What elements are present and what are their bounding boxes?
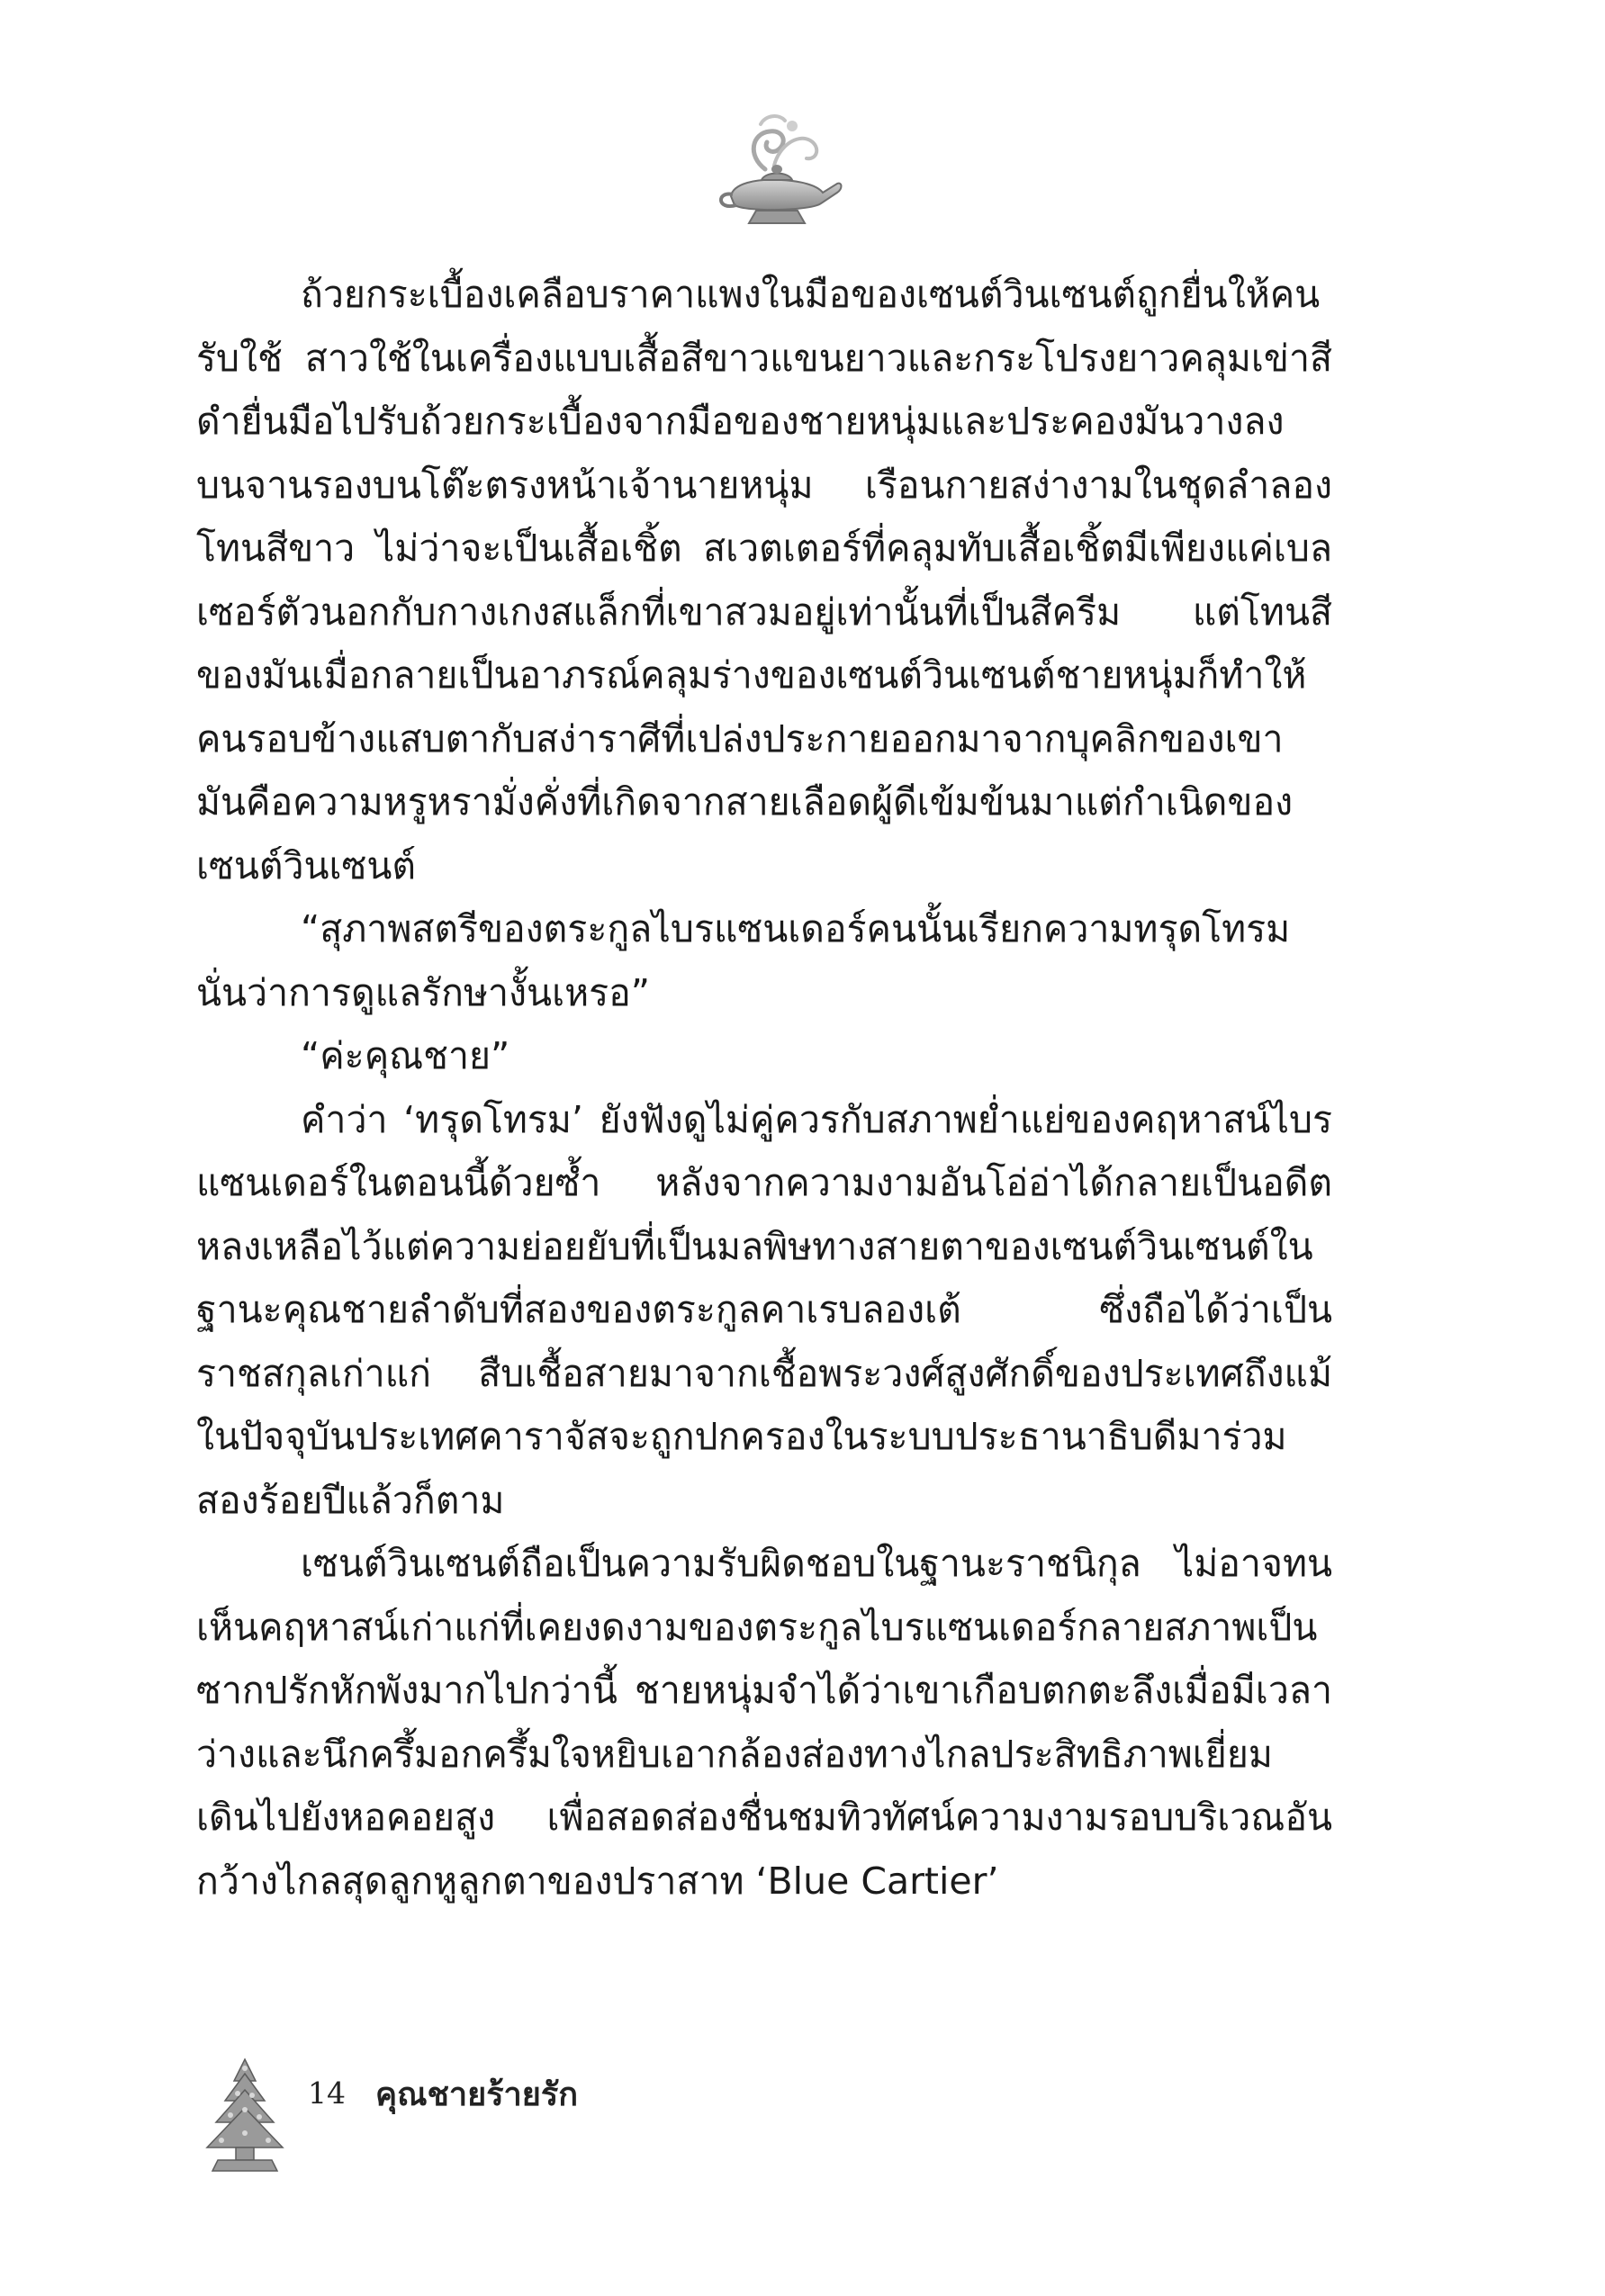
paragraph-4: คำว่า ‘ทรุดโทรม’ ยังฟังดูไม่คู่ควรกับสภาพย่ำแย่ของคฤหาสน์ไบรแซนเดอร์ในตอนนี้ด้วยซ้ำ หลังจากความงามอันโอ่อ่าได้กลายเป็นอดีตหลงเหลือไว้แต่ความย่อยยับที่เป็นมลพิษทางสายตาของเซนต์วินเซนต์ในฐานะคุณชายลำดับที่สองของตระกูลคาเรบลองเต้ ซึ่งถือได้ว่าเป็นราชสกุลเก่าแก่ สืบเชื้อสายมาจากเชื้อพระวงศ์สูงศักดิ์ของประเทศถึงแม้ในปัจจุบันประเทศคาราจัสจะถูกปกครองในระบบประธานาธิบดีมาร่วมสองร้อยปีแล้วก็ตาม [196, 1097, 1332, 1522]
page-footer [191, 2054, 731, 2180]
genie-lamp-icon [711, 106, 846, 232]
paragraph-5: เซนต์วินเซนต์ถือเป็นความรับผิดชอบในฐานะราชนิกุล ไม่อาจทนเห็นคฤหาสน์เก่าแก่ที่เคยงดงามของตระกูลไบรแซนเดอร์กลายสภาพเป็นซากปรักหักพังมากไปกว่านี้ ชายหนุ่มจำได้ว่าเขาเกือบตกตะลึงเมื่อมีเวลาว่างและนึกครึ้มอกครึ้มใจหยิบเอากล้องส่องทางไกลประสิทธิภาพเยี่ยมเดินไปยังหอคอยสูง เพื่อสอดส่องชื่นชมทิวทัศน์ความงามรอบบริเวณอันกว้างไกลสุดลูกหูลูกตาของปราสาท ‘Blue Cartier’ [196, 1542, 1332, 1903]
paragraph-2: “สุภาพสตรีของตระกูลไบรแซนเดอร์คนนั้นเรียกความทรุดโทรมนั่นว่าการดูแลรักษางั้นเหรอ” [196, 907, 1291, 1014]
paragraph-1: ถ้วยกระเบื้องเคลือบราคาแพงในมือของเซนต์วินเซนต์ถูกยื่นให้คนรับใช้ สาวใช้ในเครื่องแบบเสื้อสีขาวแขนยาวและกระโปรงยาวคลุมเข่าสีดำยื่นมือไปรับถ้วยกระเบื้องจากมือของชายหนุ่มและประคองมันวางลงบนจานรองบนโต๊ะตรงหน้าเจ้านายหนุ่ม เรือนกายสง่างามในชุดลำลองโทนสีขาว ไม่ว่าจะเป็นเสื้อเชิ้ต สเวตเตอร์ที่คลุมทับเสื้อเชิ้ตมีเพียงแค่เบลเซอร์ตัวนอกกับกางเกงสแล็กที่เขาสวมอยู่เท่านั้นที่เป็นสีครีม แต่โทนสีของมันเมื่อกลายเป็นอาภรณ์คลุมร่างของเซนต์วินเซนต์ชายหนุ่มก็ทำให้คนรอบข้างแสบตากับสง่าราศีที่เปล่งประกายออกมาจากบุคลิกของเขา มันคือความหรูหรามั่งคั่งที่เกิดจากสายเลือดผู้ดีเข้มข้นมาแต่กำเนิดของเซนต์วินเซนต์ [196, 273, 1332, 887]
paragraph-3: “ค่ะคุณชาย” [301, 1034, 510, 1077]
story-text [196, 263, 1332, 1913]
page-number: 14 [308, 2075, 346, 2111]
book-title: คุณชายร้ายรัก [375, 2076, 578, 2113]
ornamental-tree-icon [191, 2054, 299, 2180]
